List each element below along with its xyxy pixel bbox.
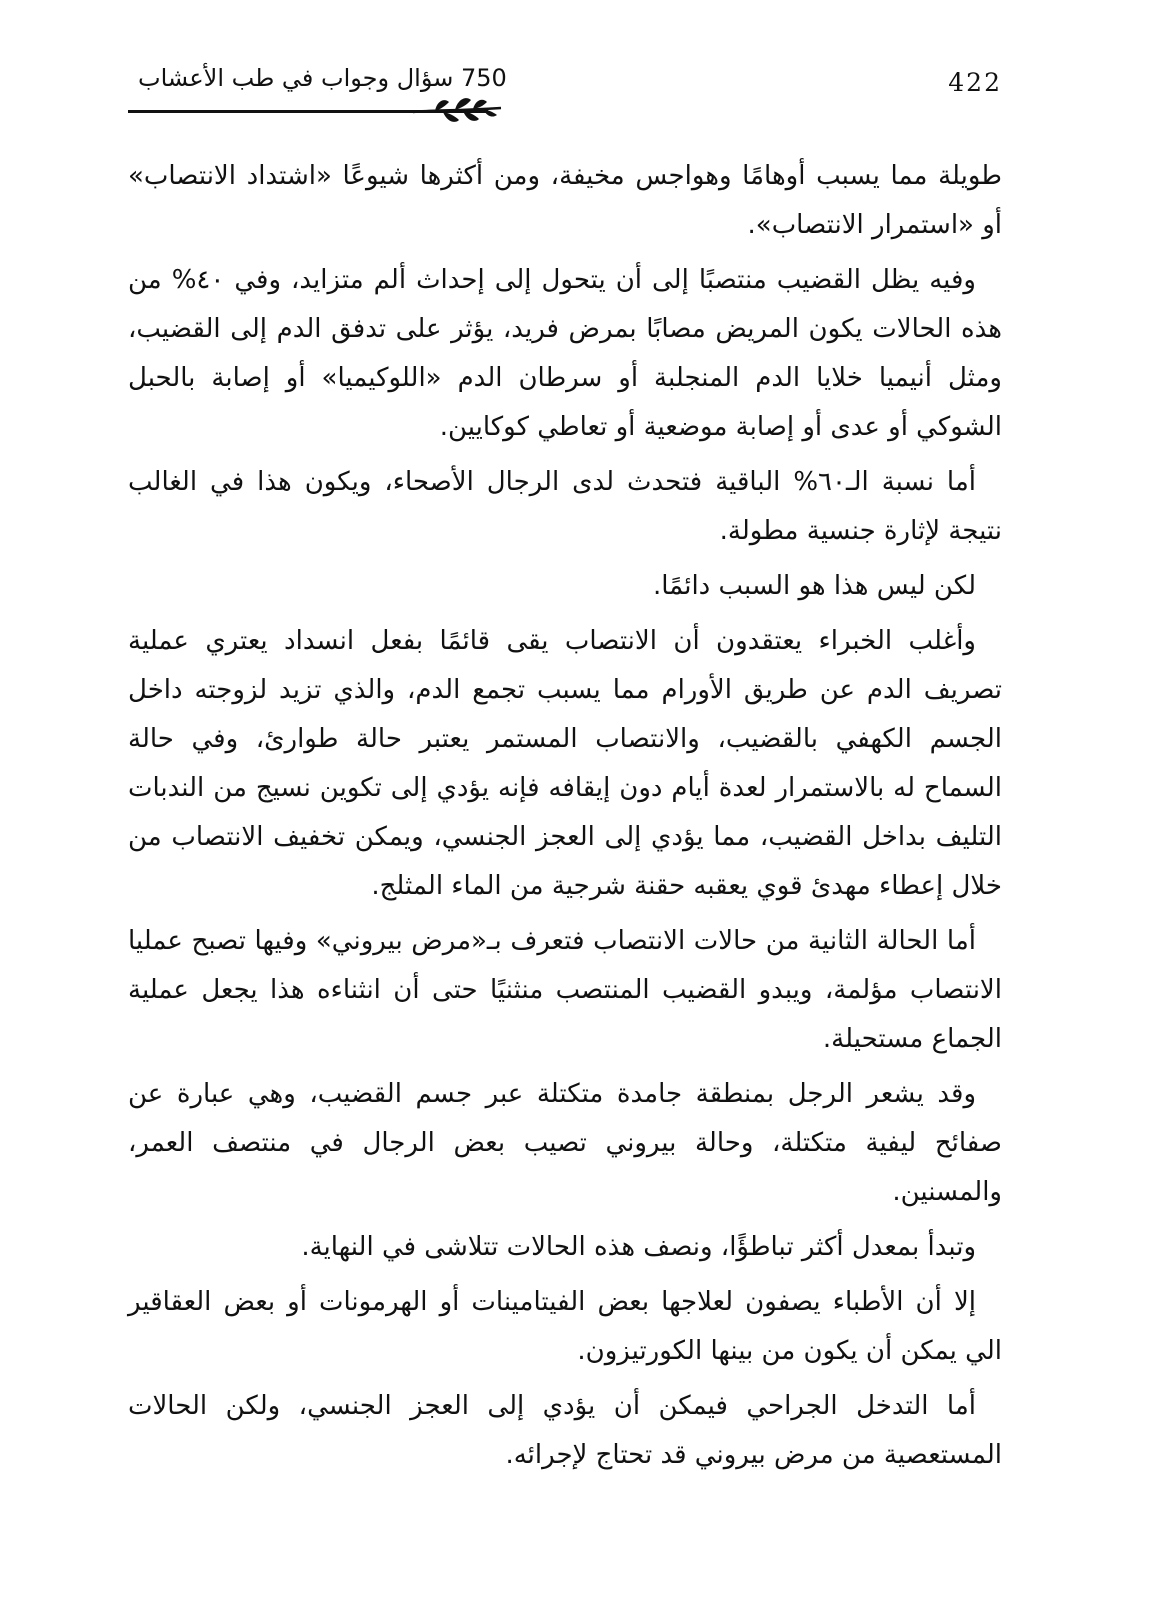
page-header [128, 62, 1002, 132]
paragraph: أما التدخل الجراحي فيمكن أن يؤدي إلى العجز الجنسي، ولكن الحالات المستعصية من مرض بيروني قد تحتاج لإجرائه. [128, 1391, 1002, 1470]
paragraph: وأغلب الخبراء يعتقدون أن الانتصاب يقى قائمًا بفعل انسداد يعتري عملية تصريف الدم عن طريق الأورام مما يسبب تجمع الدم، والذي تزيد لزوجته داخل الجسم الكهفي بالقضيب، والانتصاب المستمر يعتبر حالة طوارئ، وفي حالة السماح له بالاستمرار لعدة أيام دون إيقافه فإنه يؤدي إلى تكوين نسيج من الندبات التليف بداخل القضيب، مما يؤدي إلى العجز الجنسي، ويمكن تخفيف الانتصاب من خلال إعطاء مهدئ قوي يعقبه حقنة شرجية من الماء المثلج. [128, 626, 1002, 901]
paragraph: طويلة مما يسبب أوهامًا وهواجس مخيفة، ومن أكثرها شيوعًا «اشتداد الانتصاب» أو «استمرار الانتصاب». [128, 161, 1002, 240]
paragraph: وتبدأ بمعدل أكثر تباطؤًا، ونصف هذه الحالات تتلاشى في النهاية. [301, 1232, 976, 1262]
paragraph: أما نسبة الـ٦٠% الباقية فتحدث لدى الرجال الأصحاء، ويكون هذا في الغالب نتيجة لإثارة جنسية مطولة. [128, 467, 1002, 546]
body-text [128, 152, 1002, 1486]
paragraph: أما الحالة الثانية من حالات الانتصاب فتعرف بـ«مرض بيروني» وفيها تصبح عمليا الانتصاب مؤلمة، ويبدو القضيب المنتصب منثنيًا حتى أن انثناءه هذا يجعل عملية الجماع مستحيلة. [128, 926, 1002, 1054]
page-number: 422 [948, 68, 1002, 97]
leaf-ornament-icon [413, 94, 503, 128]
paragraph: وقد يشعر الرجل بمنطقة جامدة متكتلة عبر جسم القضيب، وهي عبارة عن صفائح ليفية متكتلة، وحالة بيروني تصيب بعض الرجال في منتصف العمر، والمسنين. [128, 1079, 1002, 1207]
paragraph: لكن ليس هذا هو السبب دائمًا. [652, 571, 976, 601]
paragraph: وفيه يظل القضيب منتصبًا إلى أن يتحول إلى إحداث ألم متزايد، وفي ٤٠% من هذه الحالات يكون المريض مصابًا بمرض فريد، يؤثر على تدفق الدم إلى القضيب، ومثل أنيميا خلايا الدم المنجلبة أو سرطان الدم «اللوكيميا» أو إصابة بالحبل الشوكي أو عدى أو إصابة موضعية أو تعاطي كوكايين. [128, 265, 1002, 442]
running-title: 750 سؤال وجواب في طب الأعشاب [138, 64, 507, 92]
paragraph: إلا أن الأطباء يصفون لعلاجها بعض الفيتامينات أو الهرمونات أو بعض العقاقير الي يمكن أن يكون من بينها الكورتيزون. [128, 1287, 1002, 1366]
